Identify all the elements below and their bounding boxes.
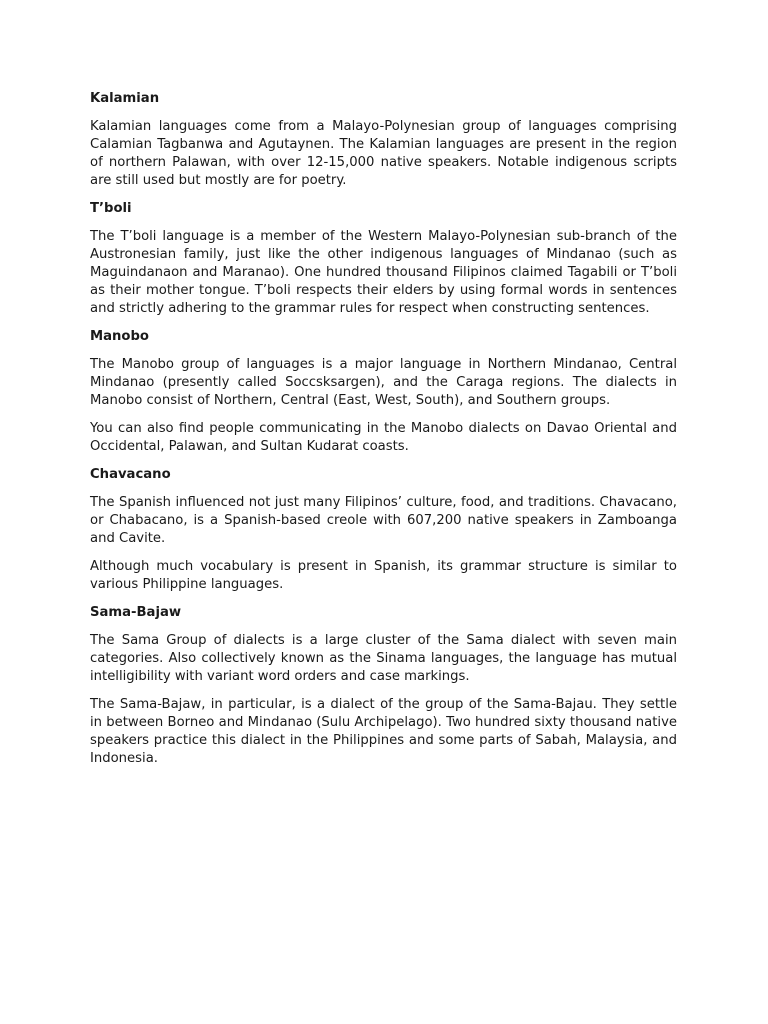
paragraph: The Sama-Bajaw, in particular, is a dialect of the group of the Sama-Bajau. They settle in between Borneo and Mindanao (Sulu Archipelago). Two hundred sixty thousand native speakers practice this dialect in the Philippines and some parts of Sabah, Malaysia, and Indonesia. <box>90 697 677 766</box>
section-heading: T’boli <box>90 201 132 216</box>
section-heading: Manobo <box>90 329 149 344</box>
section-heading: Sama-Bajaw <box>90 605 182 620</box>
document-page <box>90 90 677 778</box>
paragraph: You can also find people communicating in the Manobo dialects on Davao Oriental and Occidental, Palawan, and Sultan Kudarat coasts. <box>90 421 677 454</box>
section-chavacano <box>90 466 677 594</box>
section-heading: Chavacano <box>90 467 171 482</box>
section-tboli <box>90 200 677 318</box>
section-sama-bajaw <box>90 604 677 768</box>
paragraph: Kalamian languages come from a Malayo-Polynesian group of languages comprising Calamian Tagbanwa and Agutaynen. The Kalamian languages are present in the region of northern Palawan, with over 12-15,000 native speakers. Notable indigenous scripts are still used but mostly are for poetry. <box>90 119 677 188</box>
section-kalamian <box>90 90 677 190</box>
section-manobo <box>90 328 677 456</box>
paragraph: The Manobo group of languages is a major language in Northern Mindanao, Central Mindanao (presently called Soccsksargen), and the Caraga regions. The dialects in Manobo consist of Northern, Central (East, West, South), and Southern groups. <box>90 357 677 408</box>
section-heading: Kalamian <box>90 91 160 106</box>
paragraph: Although much vocabulary is present in Spanish, its grammar structure is similar to various Philippine languages. <box>90 559 677 592</box>
paragraph: The Sama Group of dialects is a large cluster of the Sama dialect with seven main categories. Also collectively known as the Sinama languages, the language has mutual intelligibility with variant word orders and case markings. <box>90 633 677 684</box>
paragraph: The T’boli language is a member of the Western Malayo-Polynesian sub-branch of the Austronesian family, just like the other indigenous languages of Mindanao (such as Maguindanaon and Maranao). One hundred thousand Filipinos claimed Tagabili or T’boli as their mother tongue. T’boli respects their elders by using formal words in sentences and strictly adhering to the grammar rules for respect when constructing sentences. <box>90 229 677 316</box>
paragraph: The Spanish influenced not just many Filipinos’ culture, food, and traditions. Chavacano, or Chabacano, is a Spanish-based creole with 607,200 native speakers in Zamboanga and Cavite. <box>90 495 677 546</box>
